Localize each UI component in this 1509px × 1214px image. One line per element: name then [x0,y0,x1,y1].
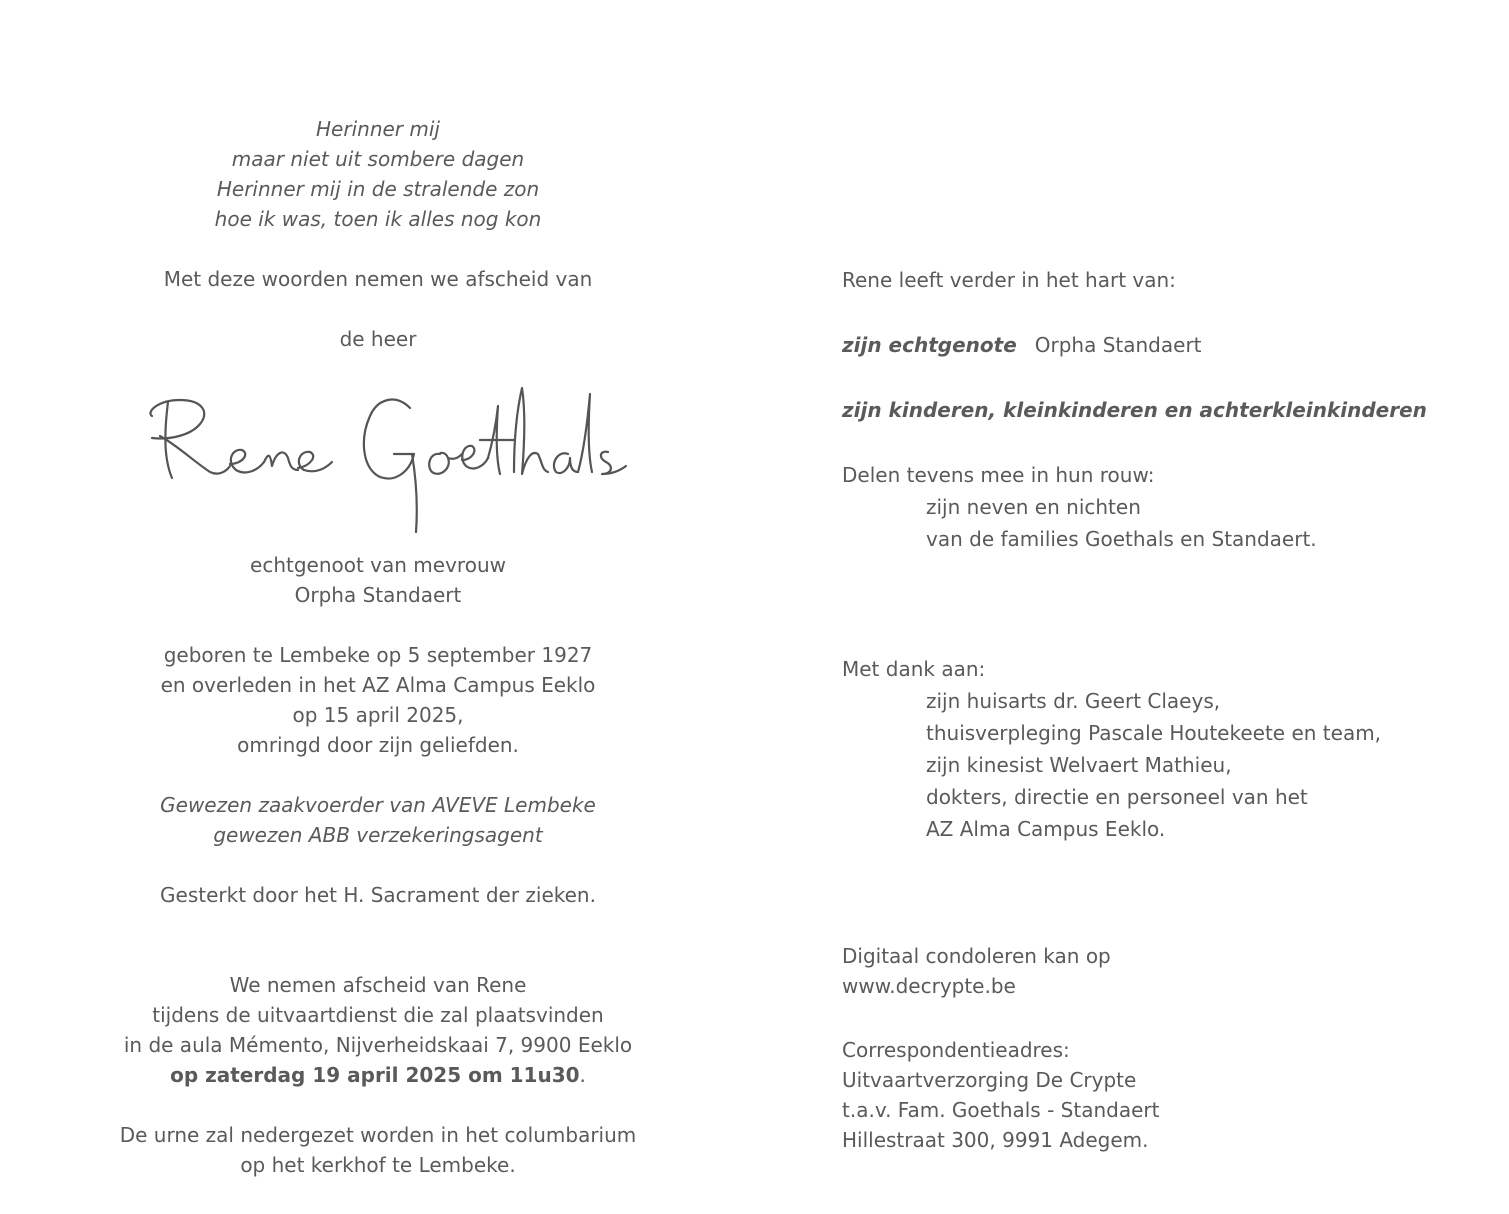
thanks-intro: Met dank aan: [842,657,986,681]
thanks-line: zijn kinesist Welvaert Mathieu, [926,753,1232,777]
life-line: geboren te Lembeke op 5 september 1927 [163,643,593,667]
urn-line: op het kerkhof te Lembeke. [240,1153,516,1177]
left-column [60,114,696,1180]
intro-text: Met deze woorden nemen we afscheid van [163,267,593,291]
honorific: de heer [339,327,417,351]
correspondence-line: Correspondentieadres: [842,1038,1070,1062]
shared-line: zijn neven en nichten [926,495,1141,519]
spouse-line: echtgenoot van mevrouw [250,553,506,577]
urn-line: De urne zal nedergezet worden in het columbarium [119,1123,637,1147]
script-name-drawing [60,354,696,550]
life-line: omringd door zijn geliefden. [237,733,519,757]
thanks-line: thuisverpleging Pascale Houtekeete en team, [926,721,1382,745]
lives-on-text: Rene leeft verder in het hart van: [842,268,1176,292]
spouse-entry [842,329,1462,361]
correspondence-line: t.a.v. Fam. Goethals - Standaert [842,1098,1160,1122]
poem-line: hoe ik was, toen ik alles nog kon [214,207,542,231]
service-date-line [60,1060,696,1090]
poem [60,114,696,234]
spouse-line: Orpha Standaert [294,583,462,607]
children-entry: zijn kinderen, kleinkinderen en achterkleinkinderen [842,398,1427,422]
sacrament-line: Gesterkt door het H. Sacrament der zieken. [160,883,596,907]
poem-line: Herinner mij in de stralende zon [216,177,540,201]
correspondence-line: Uitvaartverzorging De Crypte [842,1068,1137,1092]
shared-intro: Delen tevens mee in hun rouw: [842,463,1155,487]
condole-link[interactable]: www.decrypte.be [842,974,1016,998]
spouse-name: Orpha Standaert [1034,333,1202,357]
service-line: tijdens de uitvaartdienst die zal plaatsvinden [152,1003,604,1027]
career-line: gewezen ABB verzekeringsagent [213,823,543,847]
life-line: op 15 april 2025, [292,703,464,727]
spouse-label: zijn echtgenote [842,333,1017,357]
name-signature [60,354,696,550]
service-line: We nemen afscheid van Rene [229,973,527,997]
service-date: op zaterdag 19 april 2025 om 11u30 [170,1063,580,1087]
right-column [842,264,1462,1155]
career-line: Gewezen zaakvoerder van AVEVE Lembeke [160,793,596,817]
thanks-line: zijn huisarts dr. Geert Claeys, [926,689,1221,713]
correspondence-line: Hillestraat 300, 9991 Adegem. [842,1128,1149,1152]
thanks-line: dokters, directie en personeel van het [926,785,1308,809]
service-date-end: . [579,1063,586,1087]
service-line: in de aula Mémento, Nijverheidskaai 7, 9900 Eeklo [123,1033,633,1057]
poem-line: maar niet uit sombere dagen [231,147,525,171]
life-line: en overleden in het AZ Alma Campus Eeklo [160,673,596,697]
thanks-line: AZ Alma Campus Eeklo. [926,817,1166,841]
shared-line: van de families Goethals en Standaert. [926,527,1317,551]
condole-line: Digitaal condoleren kan op [842,944,1111,968]
poem-line: Herinner mij [316,117,440,141]
